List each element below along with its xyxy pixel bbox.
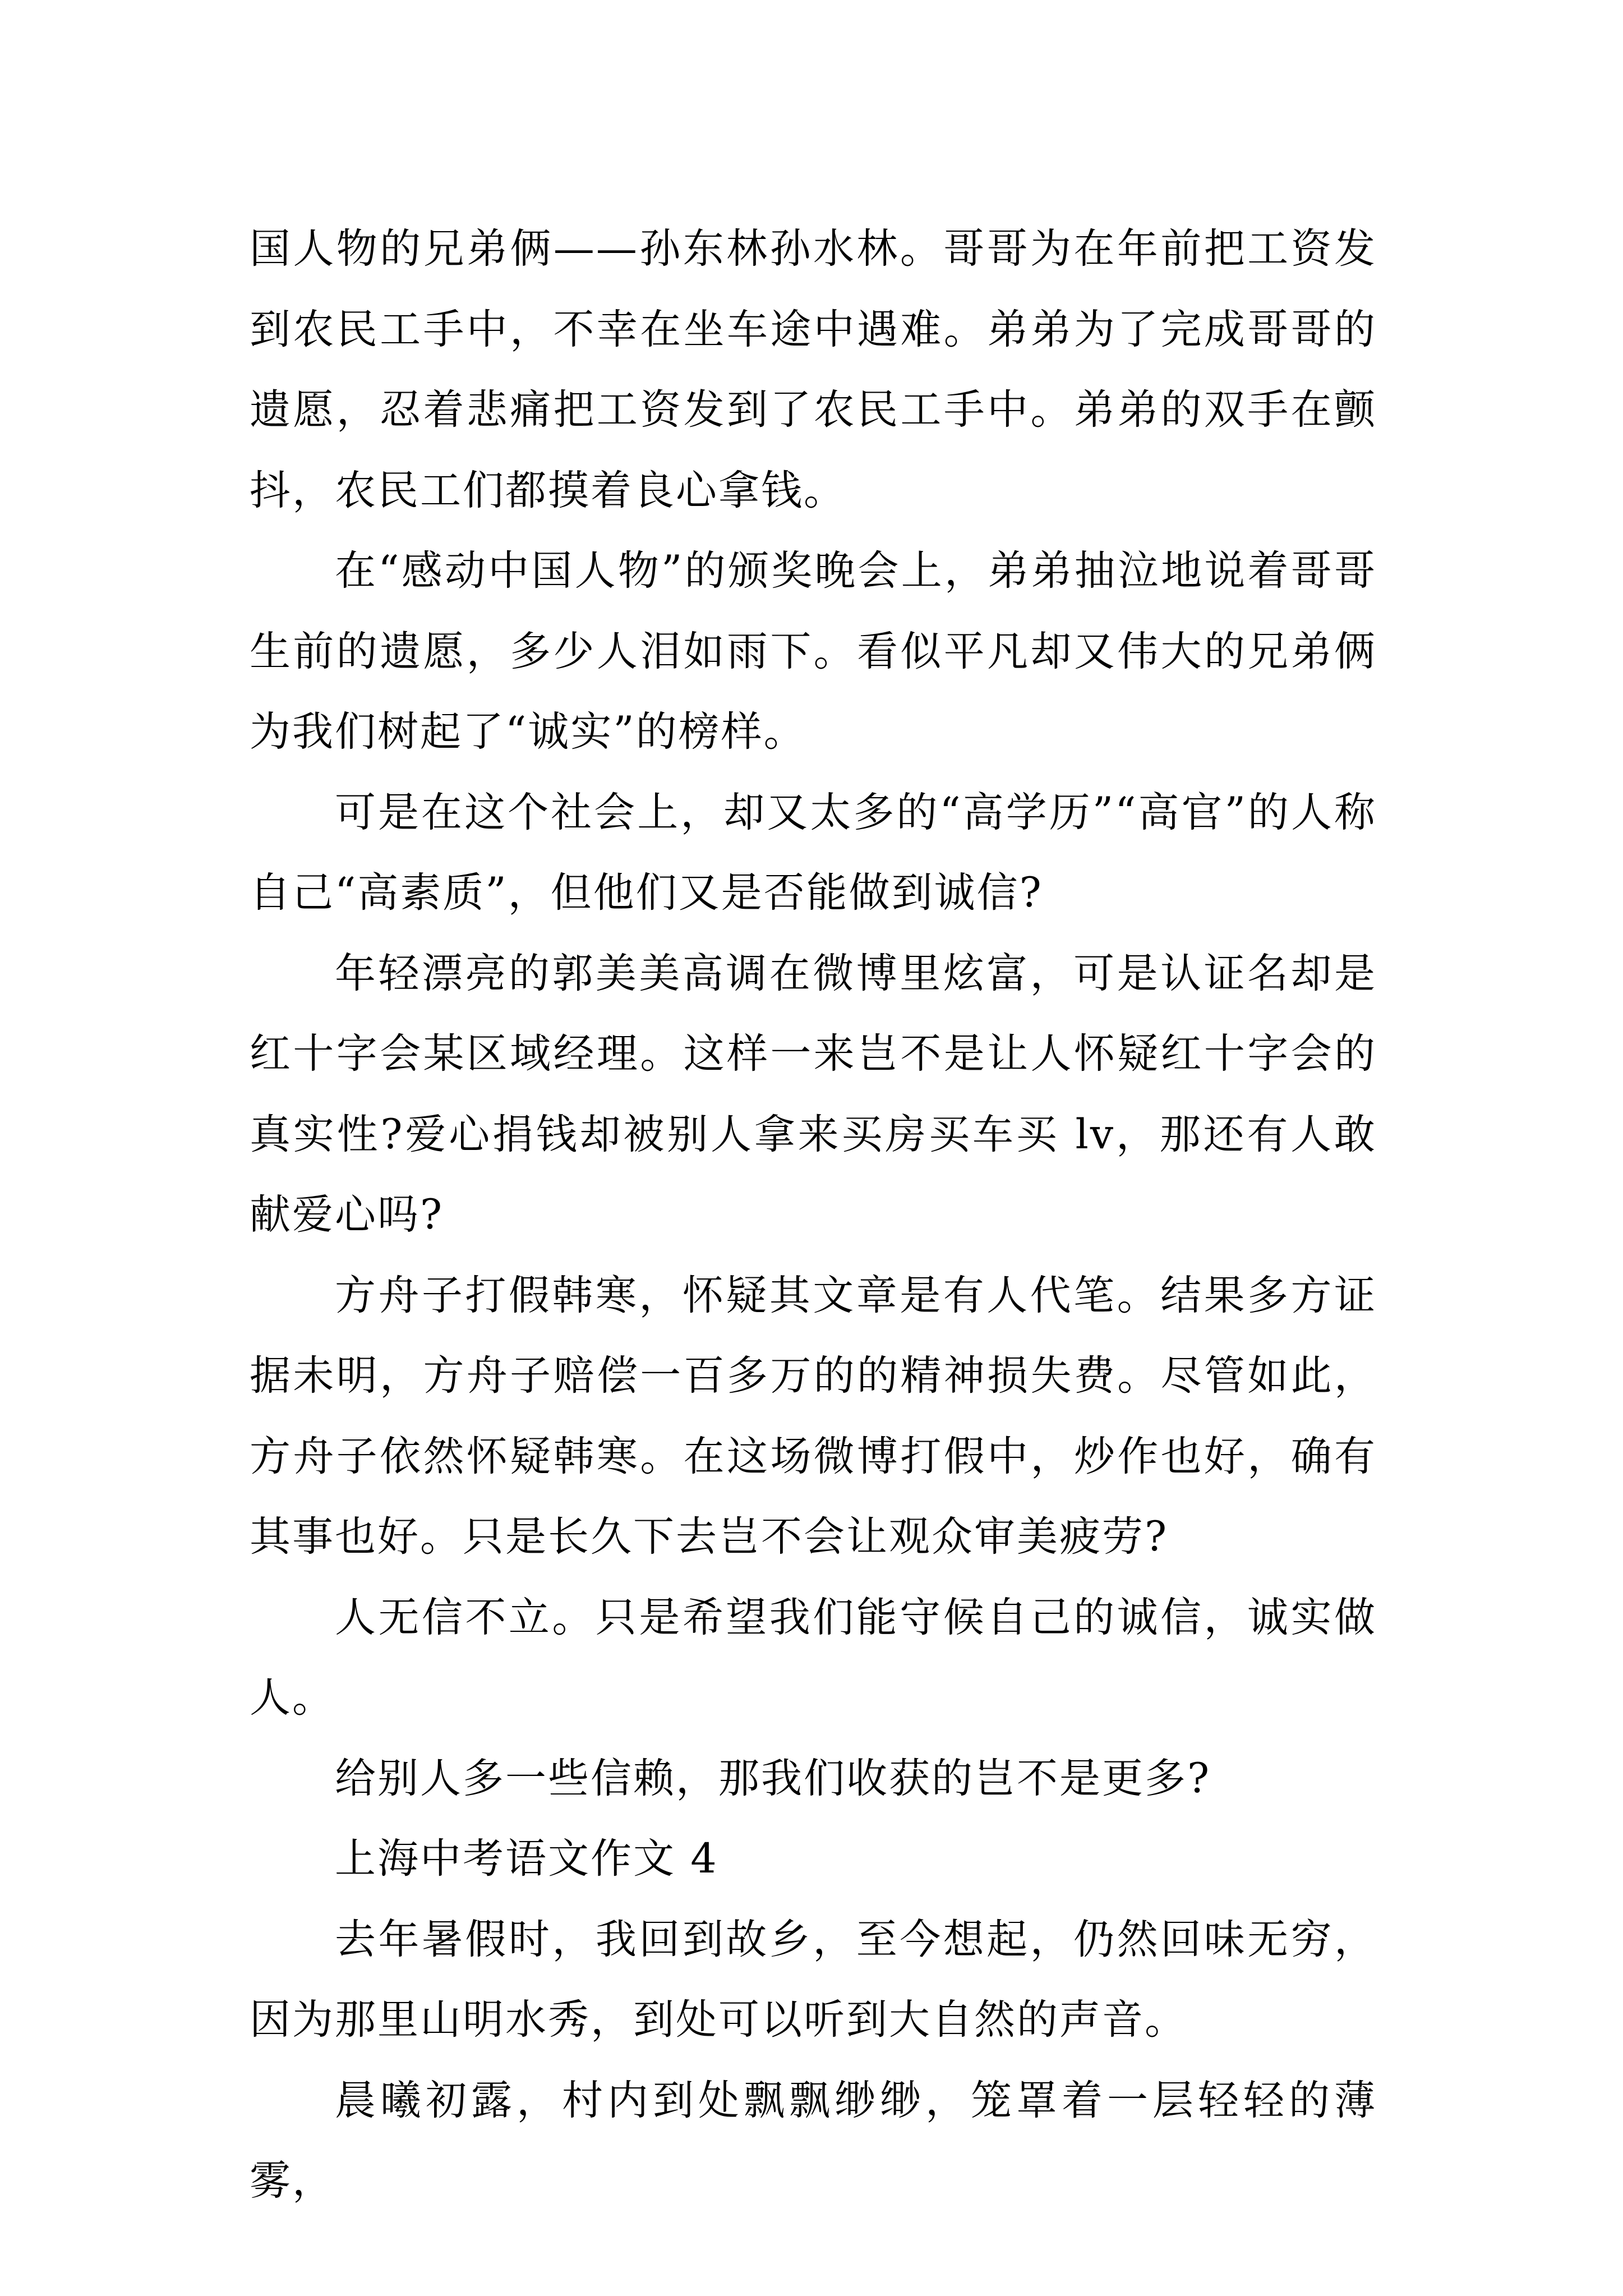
section-heading: 上海中考语文作文 4 [335,1835,718,1883]
document-page [250,209,1377,2221]
paragraph-honesty: 人无信不立。只是希望我们能守候自己的诚信，诚实做人。 [250,1593,1377,1722]
paragraph-award-ceremony: 在“感动中国人物”的颁奖晚会上，弟弟抽泣地说着哥哥生前的遗愿，多少人泪如雨下。看似平凡却又伟大的兄弟俩为我们树起了“诚实”的榜样。 [250,547,1377,756]
paragraph-morning-mist: 晨曦初露，村内到处飘飘缈缈，笼罩着一层轻轻的薄雾， [250,2076,1377,2205]
paragraph-guo-meimei: 年轻漂亮的郭美美高调在微博里炫富，可是认证名却是红十字会某区域经理。这样一来岂不是让人怀疑红十字会的真实性?爱心捐钱却被别人拿来买房买车买 lv，那还有人敢献爱心吗? [250,949,1377,1239]
paragraph-high-quality-question: 可是在这个社会上，却又太多的“高学历”“高官”的人称自己“高素质”，但他们又是否能做到诚信? [250,788,1377,917]
paragraph-brothers-story: 国人物的兄弟俩——孙东林孙水林。哥哥为在年前把工资发到农民工手中，不幸在坐车途中遇难。弟弟为了完成哥哥的遗愿，忍着悲痛把工资发到了农民工手中。弟弟的双手在颤抖，农民工们都摸着良心拿钱。 [250,225,1377,514]
paragraph-summer-hometown: 去年暑假时，我回到故乡，至今想起，仍然回味无穷，因为那里山明水秀，到处可以听到大自然的声音。 [250,1915,1377,2044]
paragraph-trust: 给别人多一些信赖，那我们收获的岂不是更多? [335,1754,1211,1802]
paragraph-fang-zhouzi: 方舟子打假韩寒，怀疑其文章是有人代笔。结果多方证据未明，方舟子赔偿一百多万的的精神损失费。尽管如此，方舟子依然怀疑韩寒。在这场微博打假中，炒作也好，确有其事也好。只是长久下去岂不会让观众审美疲劳? [250,1271,1377,1561]
